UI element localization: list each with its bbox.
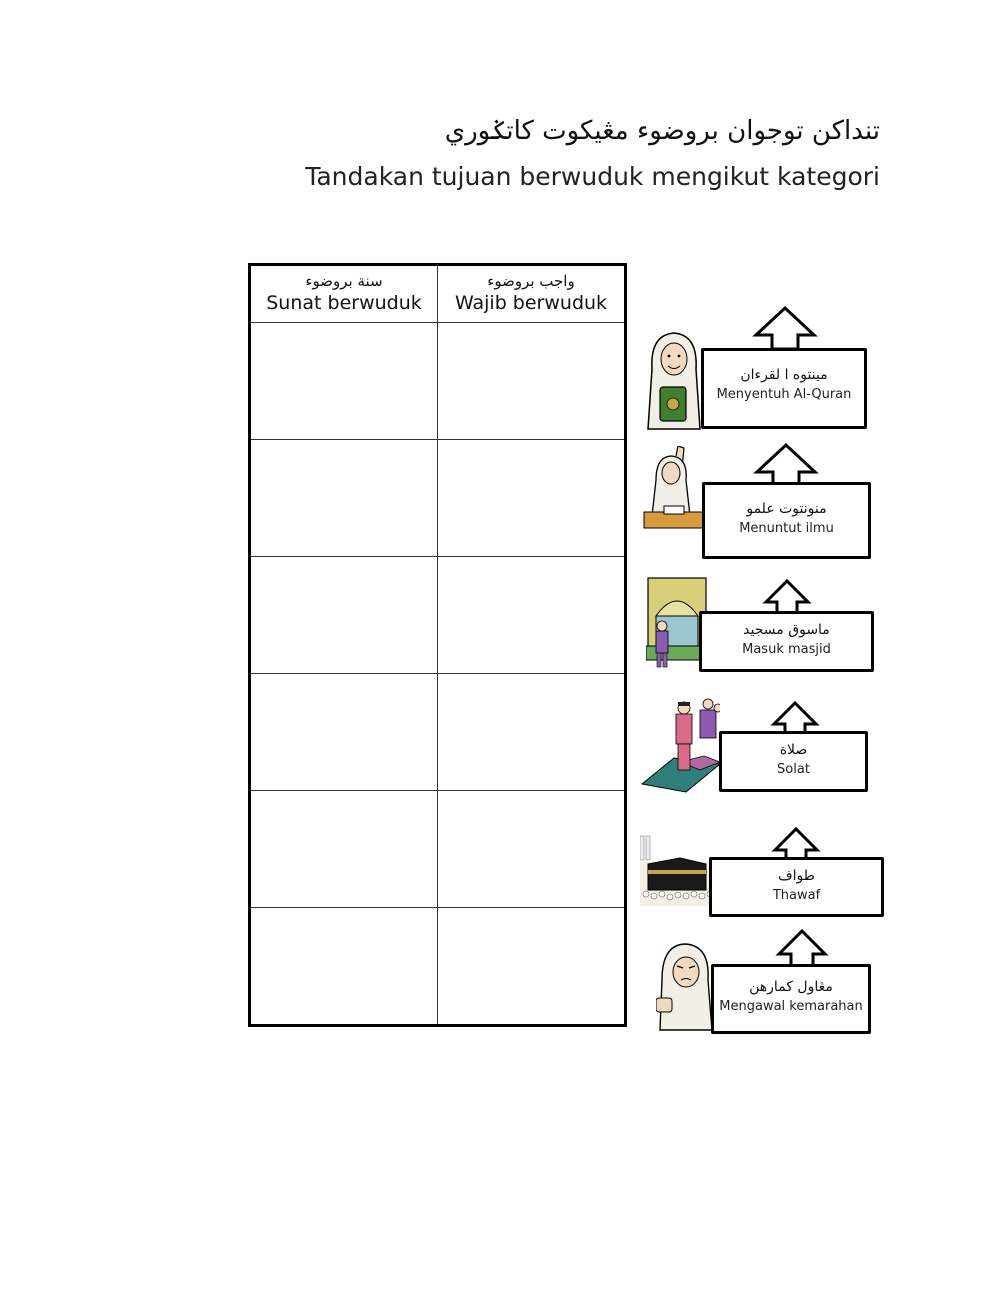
option-label-jawi: منونتوت علمو [746, 501, 827, 517]
option-label-rumi: Thawaf [772, 888, 821, 903]
drop-cell-sunat[interactable] [250, 908, 438, 1026]
option-label-rumi: Solat [777, 762, 810, 777]
column-header-rumi: Wajib berwuduk [454, 292, 608, 314]
option-label-box[interactable] [699, 611, 874, 672]
column-header-rumi: Sunat berwuduk [266, 292, 422, 314]
option-label-box[interactable] [709, 857, 884, 917]
arrow-up-icon [776, 928, 828, 968]
drop-cell-sunat[interactable] [250, 440, 438, 557]
option-label-box[interactable] [701, 348, 867, 429]
boys-praying-icon [640, 696, 720, 794]
category-table [248, 263, 627, 1027]
option-label-jawi: مينتوه ا لقرءان [740, 367, 828, 383]
option-card-menuntut-ilmu[interactable] [640, 442, 880, 562]
table-row [250, 674, 626, 791]
drop-cell-wajib[interactable] [438, 440, 626, 557]
option-card-solat[interactable] [640, 696, 880, 796]
option-card-masuk-masjid[interactable] [640, 576, 880, 676]
arrow-up-icon [752, 305, 818, 351]
drop-cell-wajib[interactable] [438, 791, 626, 908]
table-row [250, 908, 626, 1026]
drop-cell-wajib[interactable] [438, 323, 626, 440]
worksheet-title-rumi: Tandakan tujuan berwuduk mengikut kategori [305, 162, 880, 191]
option-card-thawaf[interactable] [640, 826, 890, 922]
table-row [250, 440, 626, 557]
option-label-jawi: ماسوق مسجيد [743, 622, 830, 638]
option-label-rumi: Menuntut ilmu [739, 521, 834, 536]
option-label-box[interactable] [702, 482, 871, 559]
table-row [250, 323, 626, 440]
column-header-jawi: واجب بروضوء [487, 272, 575, 290]
option-label-box[interactable] [711, 964, 871, 1034]
column-header-wajib [438, 265, 626, 323]
option-label-jawi: مڠاول کمارهن [749, 979, 833, 995]
option-label-rumi: Mengawal kemarahan [719, 999, 863, 1014]
drop-cell-wajib[interactable] [438, 557, 626, 674]
angry-girl-icon [656, 940, 716, 1034]
option-card-menyentuh-al-quran[interactable] [640, 305, 880, 435]
drop-cell-sunat[interactable] [250, 557, 438, 674]
drop-cell-wajib[interactable] [438, 908, 626, 1026]
drop-cell-sunat[interactable] [250, 791, 438, 908]
column-header-sunat [250, 265, 438, 323]
girl-holding-quran-icon [644, 329, 704, 437]
option-label-jawi: صلاة [779, 742, 808, 758]
drop-cell-sunat[interactable] [250, 674, 438, 791]
drop-cell-sunat[interactable] [250, 323, 438, 440]
option-label-rumi: Masuk masjid [742, 642, 831, 657]
drop-cell-wajib[interactable] [438, 674, 626, 791]
worksheet-title-jawi: تنداکن توجوان بروضوء مڠيکوت کاتݢوري [444, 116, 880, 146]
table-row [250, 557, 626, 674]
table-row [250, 791, 626, 908]
option-card-mengawal-kemarahan[interactable] [640, 928, 890, 1038]
option-label-jawi: طواف [778, 868, 815, 884]
option-label-rumi: Menyentuh Al-Quran [716, 387, 852, 402]
kaaba-thawaf-icon [640, 834, 714, 908]
option-label-box[interactable] [719, 731, 868, 792]
column-header-jawi: سنة بروضوء [305, 272, 383, 290]
student-raising-hand-icon [642, 446, 704, 534]
